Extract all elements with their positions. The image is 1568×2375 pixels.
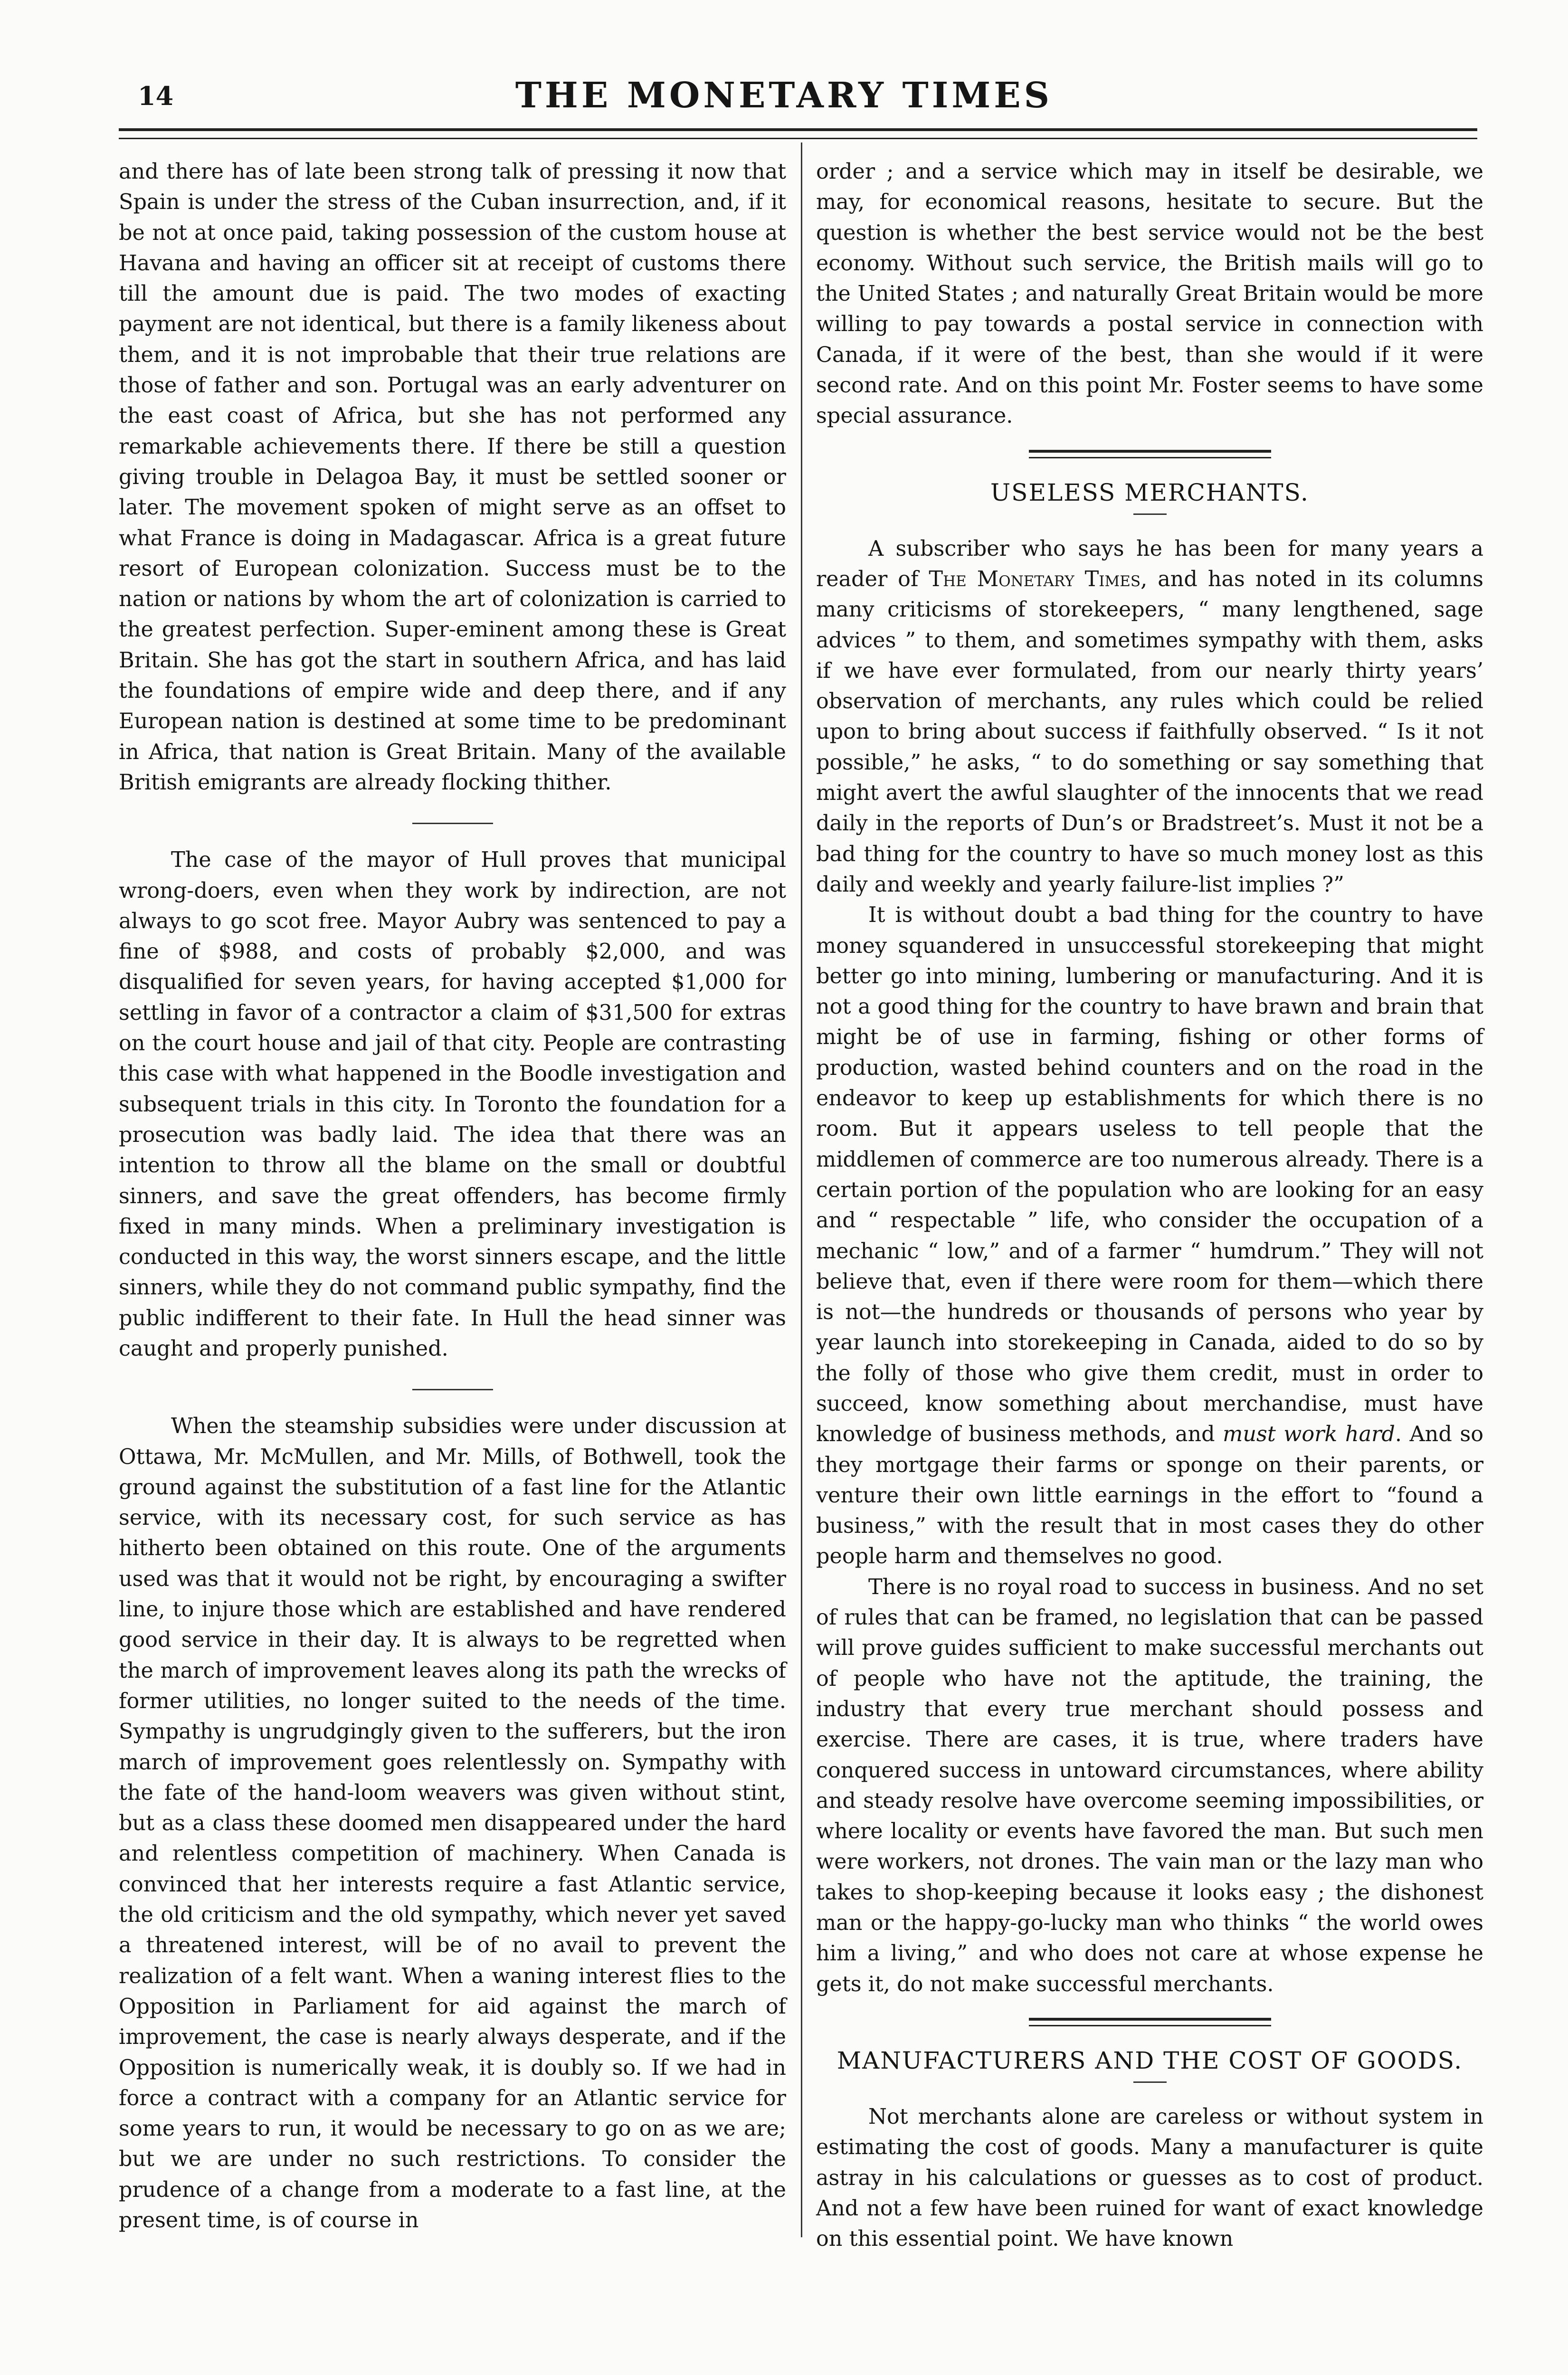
- article-paragraph: When the steamship subsidies were under discussion at Ottawa, Mr. McMullen, and Mr. Mills, of Bothwell, took the ground against the substitution of a fast line for the Atlantic service, with its necessary cost, for such service as has hitherto been obtained on this route. One of the arguments used was that it would not be right, by encouraging a swifter line, to injure those which are established and have rendered good service in their day. It is always to be regretted when the march of improvement leaves along its path the wrecks of former utilities, no longer suited to the needs of the time. Sympathy is ungrudgingly given to the sufferers, but the iron march of improvement goes relentlessly on. Sympathy with the fate of the hand-loom weavers was given without stint, but as a class these doomed men disappeared under the hard and relentless competition of machinery. When Canada is convinced that her interests require a fast Atlantic service, the old criticism and the old sympathy, which never yet saved a threatened interest, will be of no avail to prevent the realization of a felt want. When a waning interest flies to the Opposition in Parliament for aid against the march of improvement, the case is nearly always desperate, and if the Opposition is numerically weak, it is doubly so. If we had in force a contract with a company for an Atlantic service for some years to run, it would be necessary to go on as we are; but we are under no such restrictions. To consider the prudence of a change from a moderate to a fast line, at the present time, is of course in: [119, 1414, 786, 2232]
- text-run: . And so they mortgage their farms or sponge on their parents, or venture their own little earnings in the effort to “found a business,” with the result that in most cases they do other people harm and themselves no good.: [816, 1422, 1483, 1569]
- article-paragraph: The case of the mayor of Hull proves that municipal wrong-doers, even when they work by indirection, are not always to go scot free. Mayor Aubry was sentenced to pay a fine of $988, and costs of probably $2,000, and was disqualified for seven years, for having accepted $1,000 for settling in favor of a contractor a claim of $31,500 for extras on the court house and jail of that city. People are contrasting this case with what happened in the Boodle investigation and subsequent trials in this city. In Toronto the foundation for a prosecution was badly laid. The idea that there was an intention to throw all the blame on the small or doubtful sinners, and save the great offenders, has become firmly fixed in many minds. When a preliminary investigation is conducted in this way, the worst sinners escape, and the little sinners, while they do not command public sympathy, find the public indifferent to their fate. In Hull the head sinner was caught and properly punished.: [119, 848, 786, 1361]
- article-paragraph: [816, 900, 1483, 1572]
- double-rule-separator: [1029, 2018, 1271, 2026]
- page-number: 14: [138, 81, 174, 111]
- heading-dash: [1133, 513, 1167, 515]
- column-divider: [801, 142, 802, 2237]
- article-paragraph: [816, 534, 1483, 901]
- header-rule-thin: [119, 138, 1477, 139]
- article-paragraph: order ; and a service which may in itself be desirable, we may, for economical reasons, hesitate to secure. But the question is whether the best service would not be the best economy. Without such service, the British mails will go to the United States ; and naturally Great Britain would be more willing to pay towards a postal service in connection with Canada, if it were of the best, than she would if it were second rate. And on this point Mr. Foster seems to have some special assurance.: [816, 160, 1483, 428]
- header-rule: [119, 128, 1477, 131]
- section-heading-useless-merchants: USELESS MERCHANTS.: [990, 478, 1309, 506]
- emphasis-text: must work hard: [1223, 1422, 1395, 1447]
- left-column: [119, 157, 786, 2236]
- publication-name: The Monetary Times: [929, 567, 1141, 591]
- section-heading-manufacturers: MANUFACTURERS AND THE COST OF GOODS.: [836, 2046, 1463, 2074]
- heading-dash: [1133, 2081, 1167, 2083]
- article-paragraph: and there has of late been strong talk of pressing it now that Spain is under the stress of the Cuban insurrection, and, if it be not at once paid, taking possession of the custom house at Havana and having an officer sit at receipt of customs there till the amount due is paid. The two modes of exacting payment are not identical, but there is a family likeness about them, and it is not improbable that their true relations are those of father and son. Portugal was an early adventurer on the east coast of Africa, but she has not performed any remarkable achievements there. If there be still a question giving trouble in Delagoa Bay, it must be settled sooner or later. The movement spoken of might serve as an offset to what France is doing in Madagascar. Africa is a great future resort of European colonization. Success must be to the nation or nations by whom the art of colonization is carried to the greatest perfection. Super-eminent among these is Great Britain. She has got the start in southern Africa, and has laid the foundations of empire wide and deep there, and if any European nation is destined at some time to be predominant in Africa, that nation is Great Britain. Many of the available British emigrants are already flocking thither.: [119, 160, 786, 795]
- article-paragraph: There is no royal road to success in business. And no set of rules that can be framed, no legislation that can be passed will prove guides sufficient to make successful merchants out of people who have not the aptitude, the training, the industry that every true merchant should possess and exercise. There are cases, it is true, where traders have conquered success in untoward circumstances, where ability and steady resolve have overcome seeming impossibilities, or where locality or events have favored the man. But such men were workers, not drones. The vain man or the lazy man who takes to shop-keeping because it looks easy ; the dishonest man or the happy-go-lucky man who thinks “ the world owes him a living,” and who does not care at whose expense he gets it, do not make successful merchants.: [816, 1575, 1483, 1996]
- double-rule-separator: [1029, 450, 1271, 458]
- article-paragraph: Not merchants alone are careless or without system in estimating the cost of goods. Many a manufacturer is quite astray in his calculations or guesses as to cost of product. And not a few have been ruined for want of exact knowledge on this essential point. We have known: [816, 2104, 1483, 2252]
- section-separator: [412, 823, 493, 824]
- text-run: A subscriber who says he has been for many years a reader of: [816, 536, 1483, 591]
- text-run: , and has noted in its columns many criticisms of storekeepers, “ many lengthened, sage advices ” to them, and sometimes sympathy with them, asks if we have ever formulated, from our nearly thirty years’ observation of merchants, any rules which could be relied upon to bring about success if faithfully observed. “ Is it not possible,” he asks, “ to do something or say something that might avert the awful slaughter of the innocents that we read daily in the reports of Dun’s or Bradstreet’s. Must it not be a bad thing for the country to have so much money lost as this daily and weekly and yearly failure-list implies ?”: [816, 567, 1483, 897]
- masthead-title: THE MONETARY TIMES: [515, 75, 1053, 116]
- right-column: [816, 157, 1483, 2254]
- section-separator: [412, 1389, 493, 1390]
- text-run: It is without doubt a bad thing for the country to have money squandered in unsuccessful storekeeping that might better go into mining, lumbering or manufacturing. And it is not a good thing for the country to have brawn and brain that might be of use in farming, fishing or other forms of production, wasted behind counters and on the road in the endeavor to keep up establishments for which there is no room. But it appears useless to tell people that the middlemen of commerce are too numerous already. There is a certain portion of the population who are looking for an easy and “ respectable ” life, who consider the occupation of a mechanic “ low,” and of a farmer “ humdrum.” They will not believe that, even if there were room for them—which there is not—the hundreds or thousands of persons who year by year launch into storekeeping in Canada, aided to do so by the folly of those who give them credit, must in order to succeed, know something about merchandise, must have knowledge of business methods, and: [816, 903, 1483, 1447]
